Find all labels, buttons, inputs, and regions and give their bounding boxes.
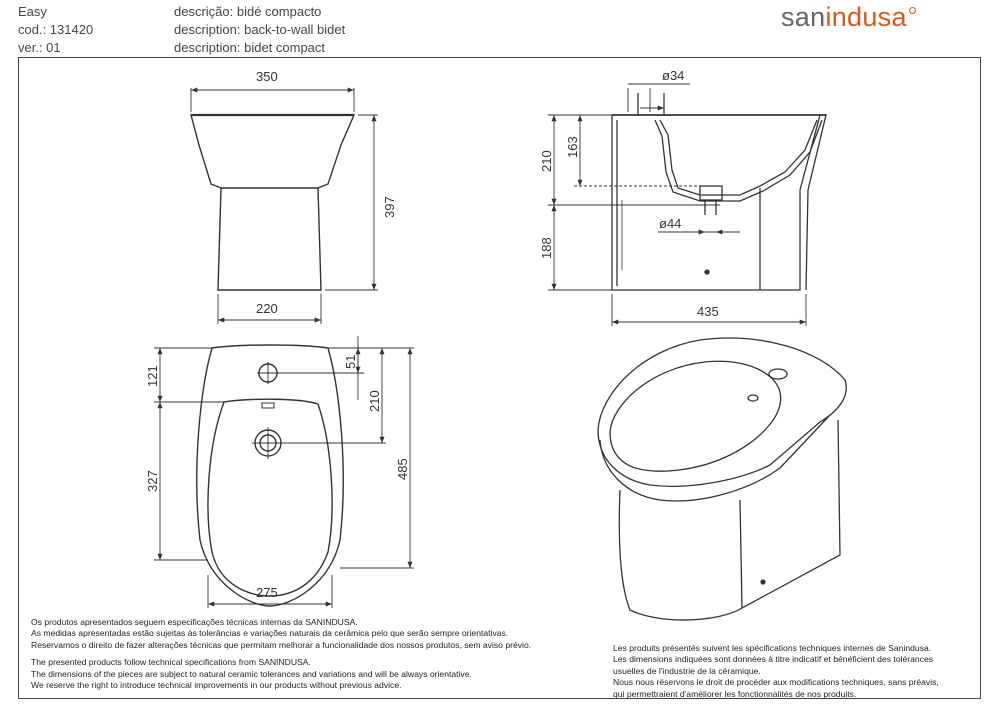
note-en-1: The presented products follow technical specifications from SANINDUSA.: [31, 657, 311, 668]
notes-left: [31, 617, 531, 691]
top-view: [197, 345, 343, 606]
logo-text-san: san: [781, 2, 826, 32]
perspective-view: [598, 338, 846, 620]
note-fr-5: qui permettraient d'améliorer les fonctionnalités de nos produits.: [613, 688, 857, 699]
dim-top-327: 327: [145, 470, 160, 492]
dim-top-485: 485: [395, 458, 410, 480]
dim-side-163: 163: [565, 136, 580, 158]
description-fr: description: back-to-wall bidet: [174, 22, 346, 37]
logo-text-indusa: indusa: [825, 2, 907, 32]
note-fr-3: usuelles de l'industrie de la céramique.: [613, 665, 761, 676]
front-view: [191, 115, 354, 290]
note-fr-1: Les produits présentés suivent les spécifications techniques internes de Sanindusa.: [613, 643, 932, 653]
note-pt-2: As medidas apresentadas estão sujeitas às tolerâncias e variações naturais da cerâmica pelo que serão sempre orientativas.: [31, 628, 509, 639]
dim-side-diameter-top: ø34: [662, 68, 685, 83]
note-pt-1: Os produtos apresentados seguem especificações técnicas internas da SANINDUSA.: [31, 617, 358, 627]
dim-side-210: 210: [539, 150, 554, 172]
product-version: ver.: 01: [18, 40, 61, 55]
dim-side-diameter-bottom: ø44: [659, 216, 682, 231]
dim-side-depth: 435: [697, 304, 719, 319]
dim-front-height: 397: [382, 196, 397, 218]
dim-front-base-width: 220: [256, 301, 278, 316]
description-en: description: bidet compact: [174, 40, 326, 55]
side-view: [612, 93, 826, 290]
dim-top-51: 51: [343, 354, 358, 369]
dim-top-121: 121: [145, 365, 160, 387]
dim-top-210: 210: [367, 390, 382, 412]
dim-front-top-width: 350: [256, 69, 278, 84]
description-pt: descrição: bidé compacto: [174, 4, 322, 19]
note-fr-2: Les dimensions indiquées sont données à titre indicatif et bénéficient des tolérances: [613, 654, 934, 665]
notes-right: [613, 643, 939, 700]
note-pt-3: Reservamos o direito de fazer alterações técnicas que permitam melhorar a funcionalidade dos nossos produtos, sem aviso prévio.: [31, 639, 532, 650]
top-dimensions: [154, 336, 414, 608]
model-name: Easy: [18, 4, 47, 19]
note-en-3: We reserve the right to introduce technical improvements in our products without previous advice.: [31, 680, 402, 691]
dim-side-188: 188: [539, 237, 554, 259]
note-fr-4: Nous nous réservons le droit de procéder aux modifications techniques, sans préavis,: [613, 677, 939, 688]
product-code: cod.: 131420: [18, 22, 94, 37]
note-en-2: The dimensions of the pieces are subject to natural ceramic tolerances and variations and will be always orientative.: [31, 668, 472, 679]
dim-top-275: 275: [256, 585, 278, 600]
